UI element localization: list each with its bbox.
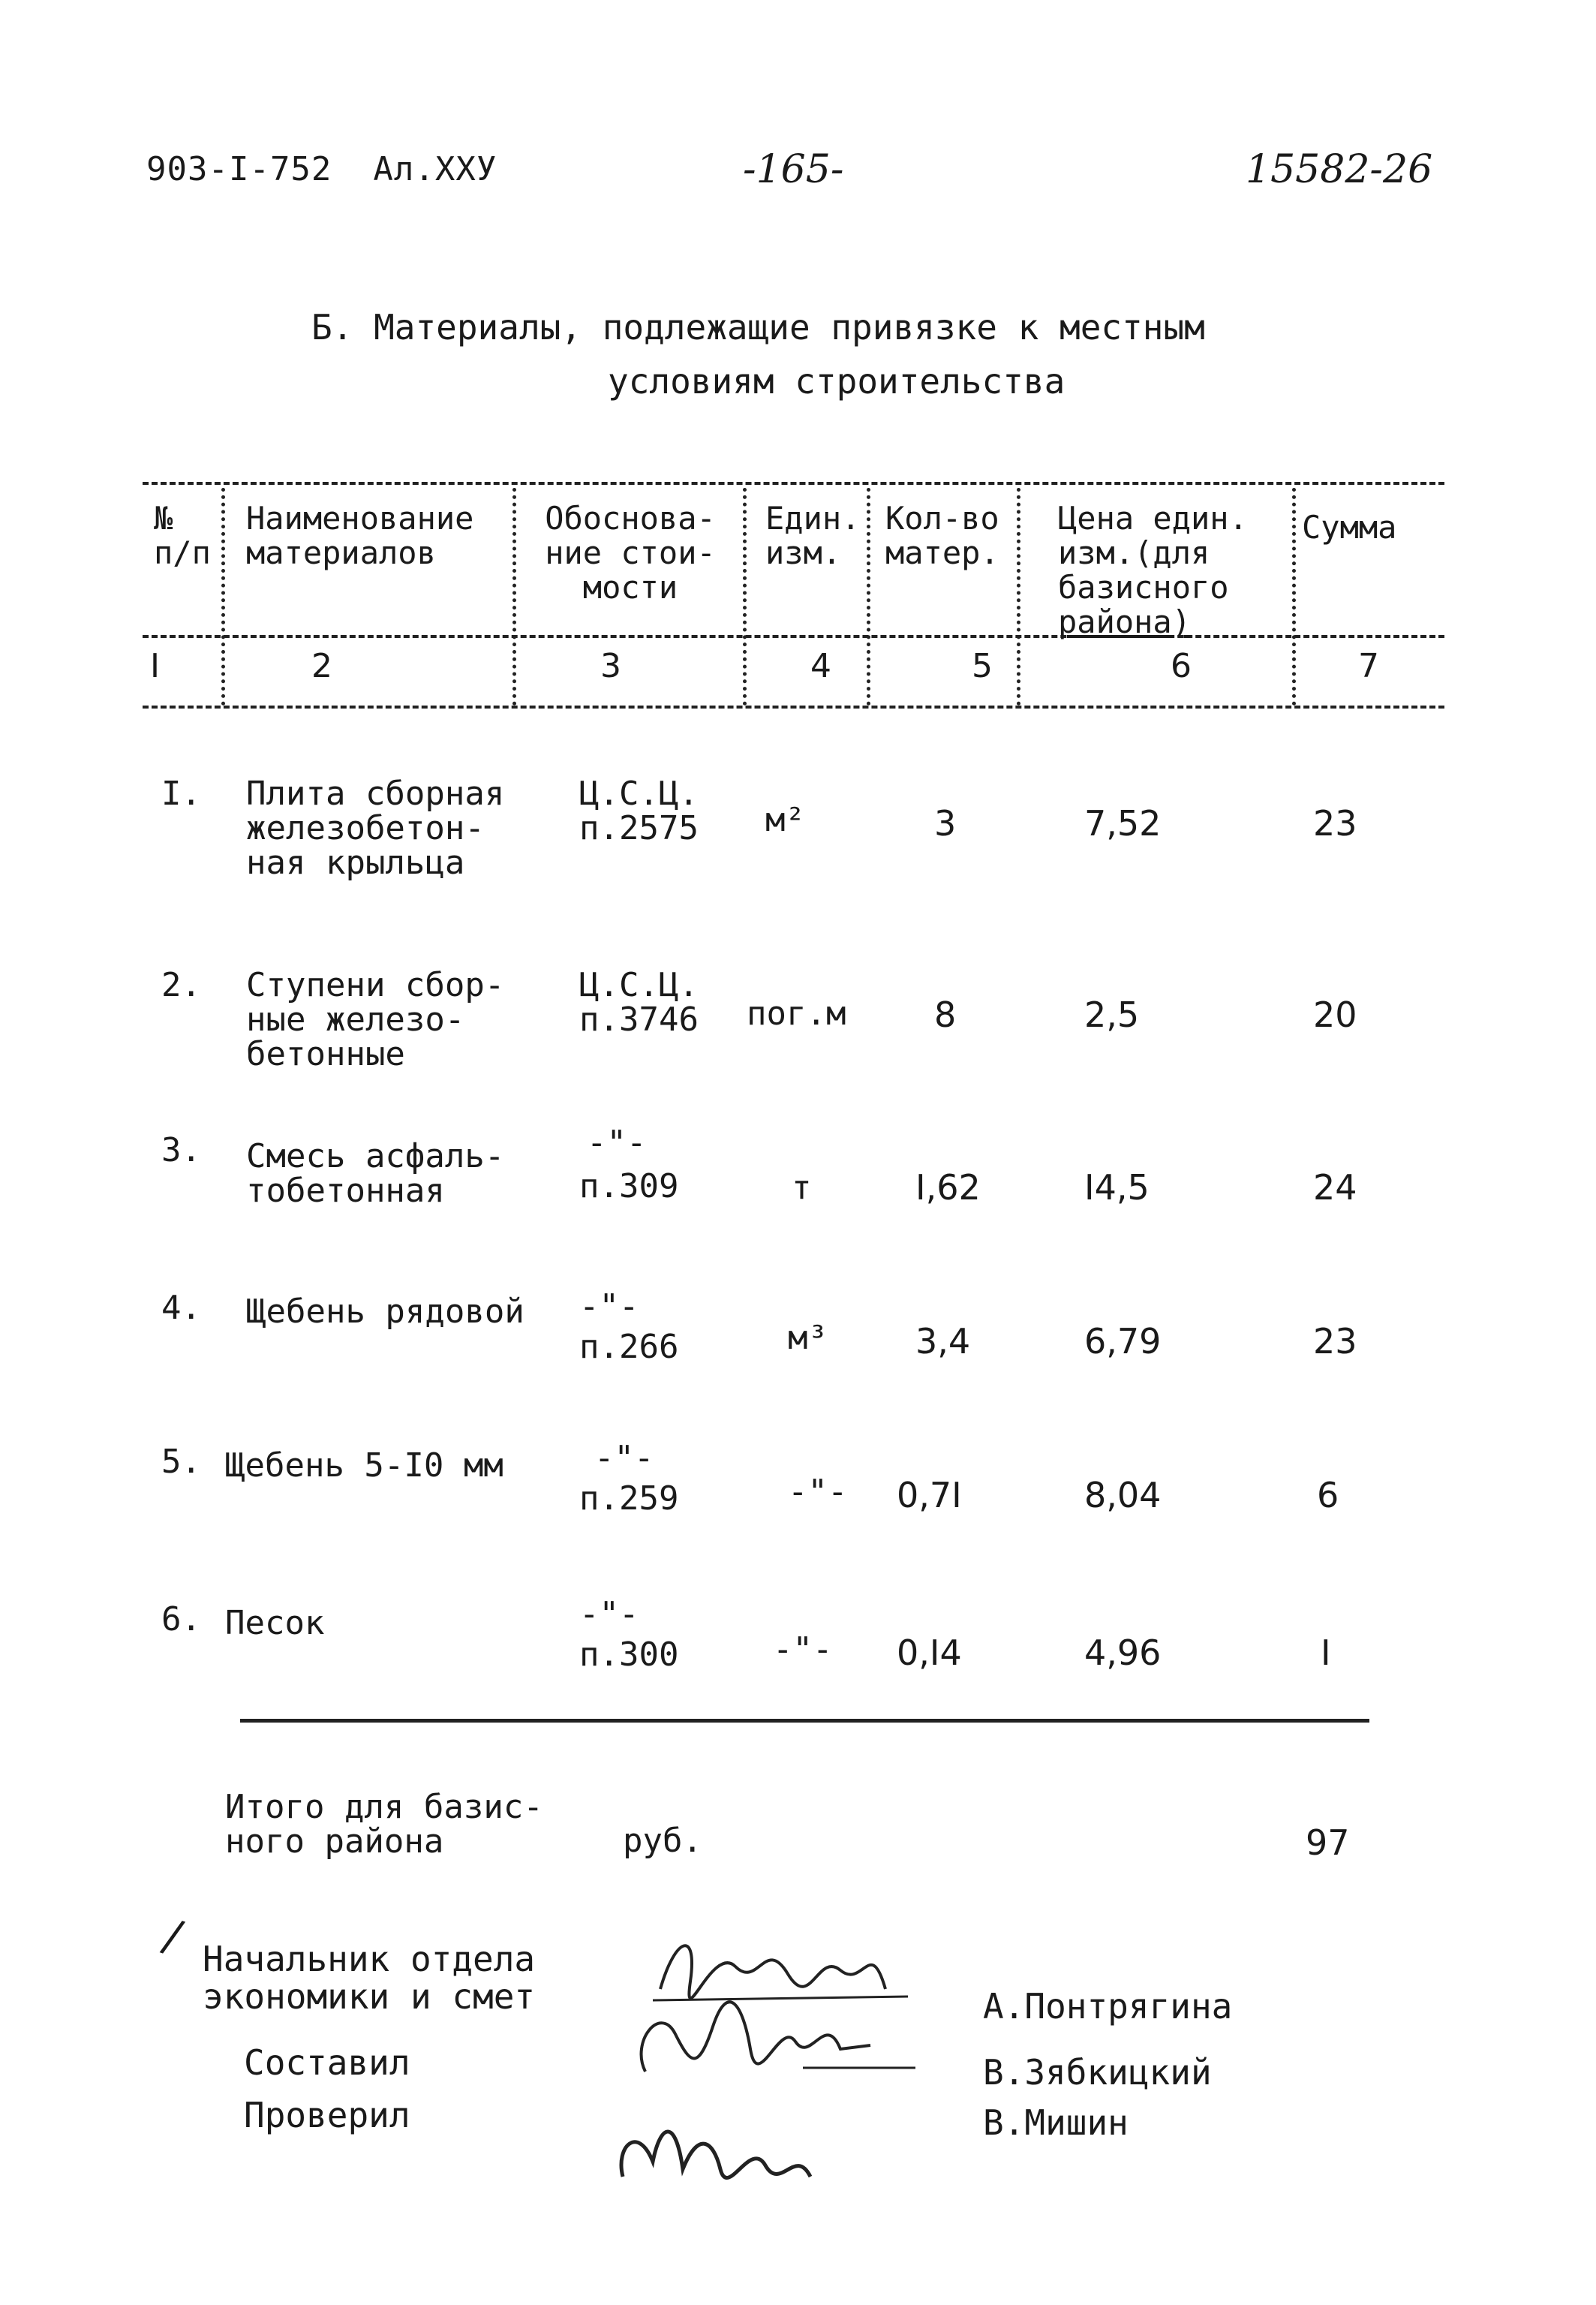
unit-price: 6,79 <box>1084 1321 1162 1362</box>
cost-basis: -"- п.266 <box>579 1287 679 1366</box>
row-number: 5. <box>161 1443 201 1481</box>
signature-checker <box>608 2094 833 2207</box>
table-top-rule <box>143 482 1444 485</box>
column-separator <box>867 488 870 706</box>
margin-slash-mark: / <box>157 1909 188 1964</box>
page-number: -165- <box>743 147 844 192</box>
checker-name: В.Мишин <box>983 2102 1129 2143</box>
quantity: 0,7I <box>897 1475 962 1515</box>
row-number: 6. <box>161 1600 201 1638</box>
sum: I <box>1321 1632 1331 1673</box>
material-name: Плита сборная железобетон- ная крыльца <box>246 775 505 882</box>
unit-price: 8,04 <box>1084 1475 1162 1515</box>
quantity: I,62 <box>915 1167 981 1208</box>
material-name: Смесь асфаль- тобетонная <box>246 1137 505 1210</box>
cost-basis: -"- п.309 <box>579 1124 679 1205</box>
table-index-rule <box>143 706 1444 709</box>
doc-code: 903-I-752 <box>146 150 332 188</box>
title-line-1: Б. Материалы, подлежащие привязке к местным <box>311 307 1205 348</box>
quantity: 3 <box>934 803 957 844</box>
total-value: 97 <box>1306 1822 1350 1863</box>
header-name: Наименование материалов <box>246 500 474 571</box>
unit-price: 4,96 <box>1084 1632 1162 1673</box>
header-unit-price: Цена един. изм.(для базисного района) <box>1058 500 1248 640</box>
material-name: Песок <box>225 1604 325 1642</box>
total-label: Итого для базис- ного района <box>225 1788 543 1861</box>
checked-label: Проверил <box>244 2095 410 2135</box>
col-index: 6 <box>1171 647 1192 685</box>
sum: 23 <box>1313 803 1357 844</box>
col-index: 7 <box>1358 647 1379 685</box>
cost-basis: -"- п.300 <box>579 1595 679 1674</box>
col-index: 3 <box>600 647 621 685</box>
compiler-name: В.Зябкицкий <box>983 2052 1212 2093</box>
column-separator <box>1017 488 1020 706</box>
material-name: Ступени сбор- ные железо- бетонные <box>246 966 505 1073</box>
total-unit: руб. <box>623 1822 702 1860</box>
title-line-2: условиям строительства <box>608 361 1066 402</box>
column-separator <box>1292 488 1296 706</box>
header-quantity: Кол-во матер. <box>885 500 999 571</box>
material-name: Щебень 5-I0 мм <box>225 1446 503 1485</box>
header-unit: Един. изм. <box>765 500 861 571</box>
column-separator <box>743 488 747 706</box>
col-index: 4 <box>810 647 831 685</box>
sum: 20 <box>1313 995 1357 1035</box>
sheet-code: 15582-26 <box>1246 147 1433 192</box>
cost-basis: Ц.С.Ц. п.3746 <box>579 966 699 1039</box>
column-separator <box>221 488 225 706</box>
header-number: № п/п <box>154 500 211 571</box>
quantity: 0,I4 <box>897 1632 962 1673</box>
cost-basis: -"- п.259 <box>579 1439 679 1518</box>
unit-price: 7,52 <box>1084 803 1162 844</box>
section-title <box>311 300 1287 408</box>
unit: пог.м <box>747 995 846 1033</box>
header-basis: Обоснова- ние стои- мости <box>545 500 716 606</box>
quantity: 8 <box>934 995 957 1035</box>
unit-price: I4,5 <box>1084 1167 1150 1208</box>
signature-compiler <box>615 1997 923 2087</box>
cost-basis: Ц.С.Ц. п.2575 <box>579 775 699 847</box>
sum: 23 <box>1313 1321 1357 1362</box>
unit: м² <box>765 801 805 839</box>
row-number: 4. <box>161 1289 201 1327</box>
col-index: 5 <box>972 647 993 685</box>
sum: 24 <box>1313 1167 1357 1208</box>
unit: -"- <box>788 1473 848 1511</box>
col-index: I <box>150 647 160 685</box>
table-header-rule <box>143 635 1444 638</box>
column-separator <box>512 488 516 706</box>
head-name: А.Понтрягина <box>983 1986 1233 2027</box>
header-sum: Сумма <box>1302 509 1397 546</box>
col-index: 2 <box>311 647 332 685</box>
sum: 6 <box>1317 1475 1339 1515</box>
quantity: 3,4 <box>915 1321 971 1362</box>
unit: м³ <box>788 1319 828 1357</box>
material-name: Щебень рядовой <box>246 1292 524 1331</box>
department-head-title: Начальник отдела экономики и смет <box>203 1939 536 2017</box>
table-bottom-rule <box>240 1719 1369 1723</box>
row-number: 3. <box>161 1131 201 1169</box>
album-number: Ал.XXУ <box>373 150 497 188</box>
document-code <box>146 150 497 188</box>
unit: -"- <box>773 1630 833 1669</box>
unit-price: 2,5 <box>1084 995 1140 1035</box>
row-number: 2. <box>161 966 201 1004</box>
row-number: I. <box>161 775 201 813</box>
compiled-label: Составил <box>244 2042 410 2083</box>
unit: т <box>792 1169 812 1207</box>
